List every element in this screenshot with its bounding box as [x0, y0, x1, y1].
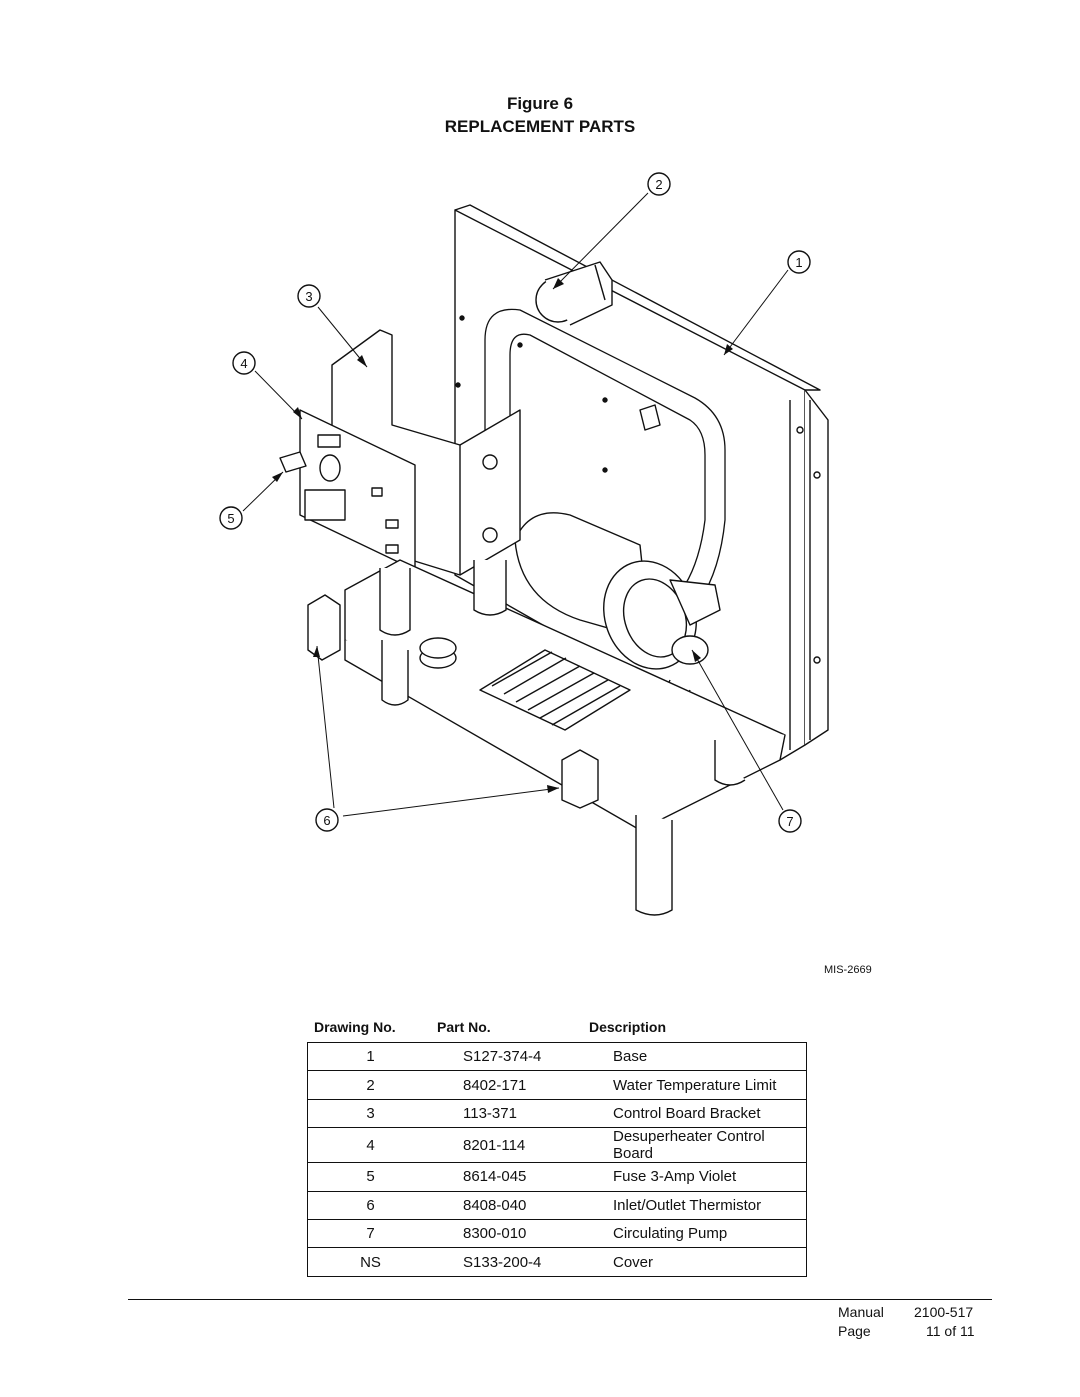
table-row [308, 1191, 807, 1219]
drawing-no-cell: 2 [308, 1071, 464, 1099]
part-no-cell: 113-371 [463, 1099, 613, 1127]
figure-title: REPLACEMENT PARTS [444, 117, 636, 136]
description-cell: Fuse 3-Amp Violet [613, 1163, 807, 1191]
description-cell: Inlet/Outlet Thermistor [613, 1191, 807, 1219]
callout-5 [220, 507, 242, 529]
description-cell: Desuperheater Control Board [613, 1128, 807, 1163]
description-cell: Water Temperature Limit [613, 1071, 807, 1099]
drawing-no-cell: 1 [308, 1043, 464, 1071]
footer-page-number: 11 of 11 [926, 1323, 975, 1339]
drawing-no-cell: NS [308, 1248, 464, 1276]
footer-manual-number: 2100-517 [914, 1304, 974, 1320]
part-no-cell: 8201-114 [463, 1128, 613, 1163]
callout-6-label: 6 [323, 813, 331, 828]
footer-manual-label: Manual [838, 1304, 884, 1320]
description-cell: Cover [613, 1248, 807, 1276]
header-drawing-no: Drawing No. [314, 1019, 396, 1035]
callout-4-label: 4 [240, 356, 248, 371]
callout-5-label: 5 [227, 511, 235, 526]
callout-7 [779, 810, 801, 832]
table-row [308, 1163, 807, 1191]
footer-page-label: Page [838, 1323, 871, 1339]
callout-4 [233, 352, 255, 374]
part-no-cell: S127-374-4 [463, 1043, 613, 1071]
table-row [308, 1248, 807, 1276]
callout-7-label: 7 [786, 814, 794, 829]
table-row [308, 1128, 807, 1163]
description-cell: Base [613, 1043, 807, 1071]
callout-1-label: 1 [795, 255, 803, 270]
replacement-parts-diagram [200, 165, 880, 925]
drawing-no-cell: 5 [308, 1163, 464, 1191]
table-row [308, 1071, 807, 1099]
part-no-cell: S133-200-4 [463, 1248, 613, 1276]
part-no-cell: 8614-045 [463, 1163, 613, 1191]
callout-1 [788, 251, 810, 273]
callout-2-label: 2 [655, 177, 663, 192]
drawing-no-cell: 7 [308, 1219, 464, 1247]
header-description: Description [589, 1019, 667, 1035]
footer-divider [128, 1299, 992, 1300]
header-part-no: Part No. [437, 1019, 491, 1035]
callout-3 [298, 285, 320, 307]
parts-table [307, 1042, 807, 1277]
callout-6 [316, 809, 338, 831]
part-no-cell: 8408-040 [463, 1191, 613, 1219]
table-row [308, 1043, 807, 1071]
part-no-cell: 8402-171 [463, 1071, 613, 1099]
drawing-no-cell: 4 [308, 1128, 464, 1163]
drawing-no-cell: 6 [308, 1191, 464, 1219]
callout-2 [648, 173, 670, 195]
description-cell: Control Board Bracket [613, 1099, 807, 1127]
figure-number: Figure 6 [506, 94, 574, 113]
table-row [308, 1219, 807, 1247]
drawing-no-cell: 3 [308, 1099, 464, 1127]
description-cell: Circulating Pump [613, 1219, 807, 1247]
drawing-code: MIS-2669 [824, 964, 872, 976]
table-row [308, 1099, 807, 1127]
callout-3-label: 3 [305, 289, 313, 304]
part-no-cell: 8300-010 [463, 1219, 613, 1247]
